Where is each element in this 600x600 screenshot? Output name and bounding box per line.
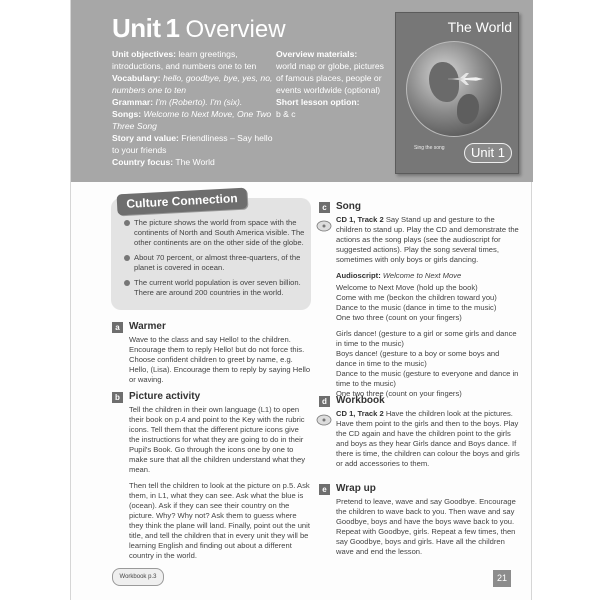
warmer-text: Wave to the class and say Hello! to the children. Encourage them to reply Hello! but do not force this. Choose confident children to greet by name, e.g. Hello, (Lisa). Encourage them to reply by saying Hello or waving. — [129, 335, 311, 384]
unit-number: 1 — [165, 13, 180, 43]
country-text: The World — [175, 157, 215, 167]
section-title: Workbook — [336, 395, 385, 406]
overview-title: Overview — [185, 16, 286, 43]
country-label: Country focus: — [112, 157, 174, 167]
section-letter: e — [319, 484, 330, 495]
short-lesson-text: b & c — [276, 109, 296, 119]
story-text: Friendliness – Say hello to your friends — [112, 133, 273, 155]
pupil-book-thumbnail — [395, 12, 519, 174]
section-body — [336, 215, 521, 399]
cd-audio-icon — [316, 412, 332, 426]
audioscript-line: One two three (count on your fingers) — [336, 313, 462, 322]
culture-connection-title: Culture Connection — [117, 188, 248, 216]
grammar-label: Grammar: — [112, 97, 154, 107]
globe-image — [406, 41, 502, 137]
section-body — [336, 409, 521, 475]
audioscript-line: One two three (count on your fingers) — [336, 389, 462, 398]
objectives-column — [112, 48, 282, 168]
songs-text: Welcome to Next Move, One Two Three Song — [112, 109, 272, 131]
audioscript-line: Dance to the music (gesture to everyone and dance in time to the music) — [336, 369, 519, 388]
unit-label: Unit — [112, 13, 161, 43]
vocabulary-text: hello, goodbye, bye, yes, no, numbers one to ten — [112, 73, 273, 95]
grammar-text: I'm (Roberto). I'm (six). — [155, 97, 243, 107]
section-title: Wrap up — [336, 483, 376, 494]
wrapup-text: Pretend to leave, wave and say Goodbye. Encourage the children to wave back to you. Then wave and say Goodbye, boys and have the boys wave back to you. Repeat with Goodbye, girls. Repeat a few times, then say Goodbye, boys and girls. Have all the children wave and end the lesson. — [336, 497, 516, 556]
audioscript-line: Girls dance! (gesture to a girl or some girls and dance in time to the music) — [336, 329, 517, 348]
workbook-reference: Workbook p.3 — [112, 568, 164, 586]
song-cd-label: CD 1, Track 2 — [336, 215, 384, 224]
unit-title — [112, 13, 286, 44]
section-body — [336, 497, 521, 563]
workbook-text: Have the children look at the pictures. Have them point to the girls and then to the boys. Play the CD again and have the children point to the girls and boys as they hear Girls dance and Boys dance. If there is time, the children can colour the boys and girls or add accessories to them. — [336, 409, 520, 468]
objectives-label: Unit objectives: — [112, 49, 176, 59]
workbook-cd-label: CD 1, Track 2 — [336, 409, 384, 418]
objectives-text: learn greetings, introductions, and numbers one to ten — [112, 49, 257, 71]
audioscript-line: Come with me (beckon the children toward you) — [336, 293, 497, 302]
songs-label: Songs: — [112, 109, 142, 119]
section-title: Picture activity — [129, 391, 201, 402]
audioscript-label: Audioscript: — [336, 271, 381, 280]
story-label: Story and value: — [112, 133, 179, 143]
culture-item: The current world population is over seven billion. There are around 200 countries in the world. — [123, 278, 308, 298]
picture-text-1: Tell the children in their own language (L1) to open their book on p.4 and point to the Key with the rubric icons. Tell them that the different picture icons give the instructions for what they are going to do in their Pupil's Book. Go through the icons one by one to make sure that all the children understand what they mean. — [129, 405, 306, 474]
unit-header — [71, 0, 533, 182]
section-letter: d — [319, 396, 330, 407]
section-title: Song — [336, 201, 361, 212]
culture-item: The picture shows the world from space with the continents of North and South America visible. The other continents are on the other side of the globe. — [123, 218, 308, 248]
vocabulary-label: Vocabulary: — [112, 73, 161, 83]
teacher-book-page — [70, 0, 532, 600]
cover-unit-badge: Unit 1 — [464, 143, 512, 163]
plane-icon — [446, 73, 486, 85]
materials-label: Overview materials: — [276, 49, 358, 59]
section-body — [129, 335, 311, 391]
cd-audio-icon — [316, 218, 332, 232]
cover-title: The World — [447, 19, 512, 35]
section-letter: c — [319, 202, 330, 213]
song-text: Say Stand up and gesture to the children to stand up. Play the CD and demonstrate the actions as the song plays (see the audioscript for suggested actions). Play the song several times, sometimes with only boys or girls dancing. — [336, 215, 519, 264]
culture-item: About 70 percent, or almost three-quarters, of the planet is covered in ocean. — [123, 253, 308, 273]
section-title: Warmer — [129, 321, 166, 332]
section-body — [129, 405, 311, 567]
cover-caption: Sing the song — [414, 145, 445, 151]
section-letter: b — [112, 392, 123, 403]
page-number: 21 — [493, 570, 511, 587]
section-letter: a — [112, 322, 123, 333]
audioscript-line: Boys dance! (gesture to a boy or some boys and dance in time to the music) — [336, 349, 500, 368]
materials-column — [276, 48, 386, 120]
audioscript-line: Dance to the music (dance in time to the music) — [336, 303, 497, 312]
culture-list — [123, 218, 308, 303]
audioscript-line: Welcome to Next Move — [382, 271, 462, 280]
audioscript-line: Welcome to Next Move (hold up the book) — [336, 283, 478, 292]
picture-text-2: Then tell the children to look at the picture on p.5. Ask them, in L1, what they can see. Ask what the blue is (ocean). Ask if they can see their country on the picture. Why? Why not? Ask them to guess where they think the plane will land. Finally, point out the unit title, and tell the children that in every unit they will be learning English and finding out about a different country in the world. — [129, 481, 310, 560]
short-lesson-label: Short lesson option: — [276, 97, 360, 107]
materials-text: world map or globe, pictures of famous places, people or events worldwide (optional) — [276, 61, 384, 95]
